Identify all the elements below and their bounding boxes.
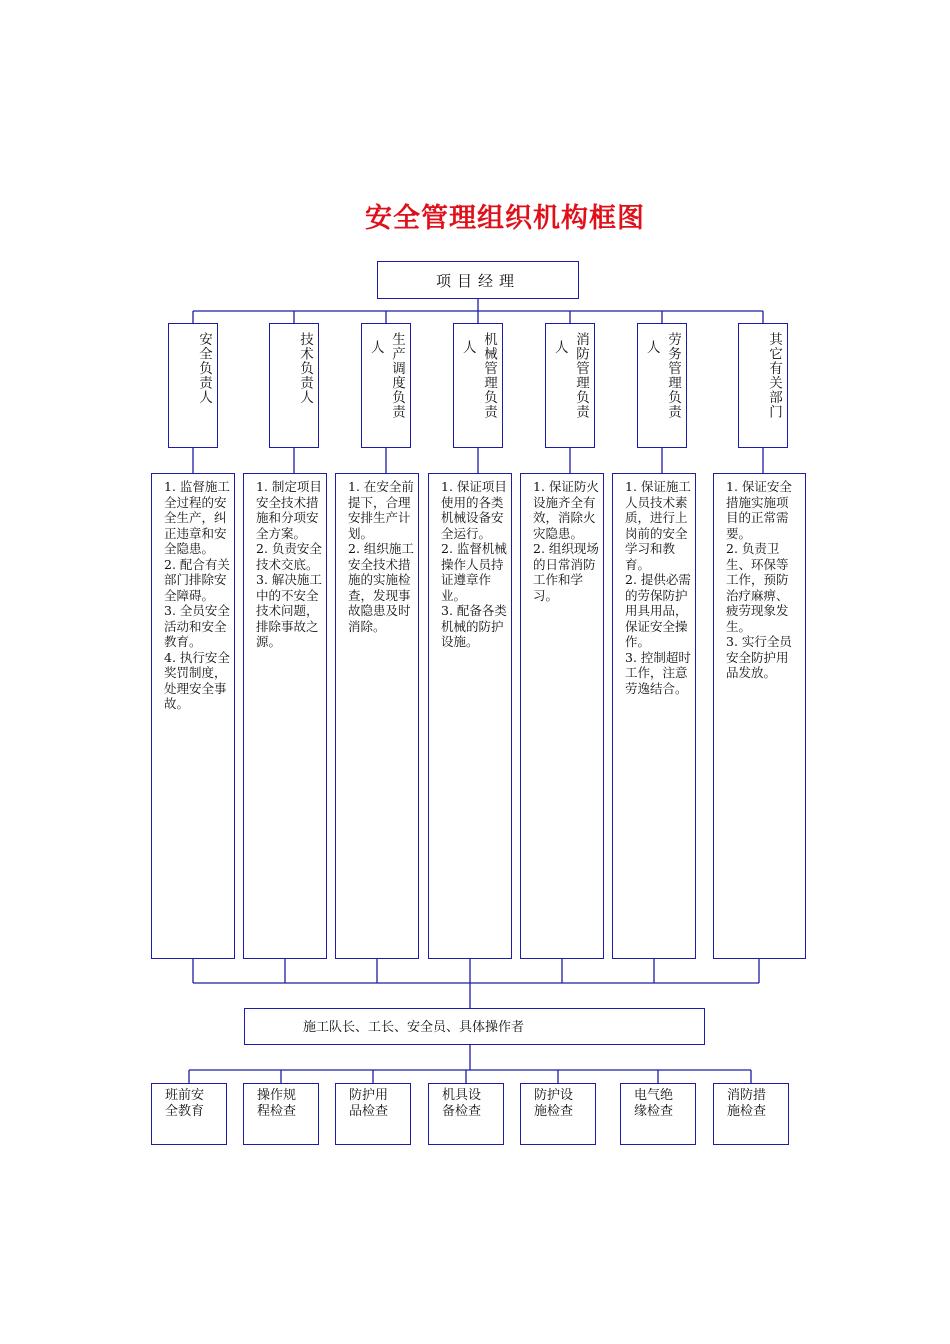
role-label: 生产调度负责 bbox=[389, 332, 405, 419]
duty-text: 1. 监督施工全过程的安全生产，纠正违章和安全隐患。 2. 配合有关部门排除安全障碍。 3. 全员安全活动和安全教育。 4. 执行安全奖罚制度，处理安全事故。 bbox=[164, 479, 230, 711]
duty-text: 1. 保证施工人员技术素质，进行上岗前的安全学习和教育。 2. 提供必需的劳保防护用具用品，保证安全操作。 3. 控制超时工作，注意劳逸结合。 bbox=[625, 479, 691, 696]
duty-text: 1. 在安全前提下，合理安排生产计划。 2. 组织施工安全技术措施的实施检查，发现事故隐患及时消除。 bbox=[348, 479, 414, 634]
project-manager-label: 项目经理 bbox=[435, 271, 520, 290]
check-text: 机具设 备检查 bbox=[442, 1088, 482, 1119]
diagram-title: 安全管理组织机构框图 bbox=[365, 203, 645, 234]
role-label: 劳务管理负责 bbox=[665, 332, 681, 419]
check-text: 电气绝 缘检查 bbox=[634, 1088, 674, 1119]
duty-text: 1. 制定项目安全技术措施和分项安全方案。 2. 负责安全技术交底。 3. 解决施工中的不安全技术问题，排除事故之源。 bbox=[256, 479, 322, 649]
team-label: 施工队长、工长、安全员、具体操作者 bbox=[303, 1020, 525, 1035]
check-text: 操作规 程检查 bbox=[257, 1088, 297, 1119]
role-label: 技术负责人 bbox=[297, 332, 313, 405]
role-label: 消防管理负责 bbox=[573, 332, 589, 419]
check-text: 防护设 施检查 bbox=[534, 1088, 574, 1119]
role-prefix: 人 bbox=[555, 340, 569, 356]
check-text: 消防措 施检查 bbox=[727, 1088, 767, 1119]
role-label: 其它有关部门 bbox=[766, 332, 782, 419]
role-prefix: 人 bbox=[647, 340, 661, 356]
role-label: 机械管理负责 bbox=[481, 332, 497, 419]
role-prefix: 人 bbox=[371, 340, 385, 356]
duty-text: 1. 保证安全措施实施项目的正常需要。 2. 负责卫生、环保等工作，预防治疗麻痹、疲劳现象发生。 3. 实行全员安全防护用品发放。 bbox=[726, 479, 792, 680]
check-text: 班前安 全教育 bbox=[165, 1088, 205, 1119]
role-prefix: 人 bbox=[463, 340, 477, 356]
role-label: 安全负责人 bbox=[196, 332, 212, 405]
duty-text: 1. 保证项目使用的各类机械设备安全运行。 2. 监督机械操作人员持证遵章作业。 3. 配备各类机械的防护设施。 bbox=[441, 479, 507, 649]
check-text: 防护用 品检查 bbox=[349, 1088, 389, 1119]
duty-text: 1. 保证防火设施齐全有效，消除火灾隐患。 2. 组织现场的日常消防工作和学习。 bbox=[533, 479, 599, 603]
